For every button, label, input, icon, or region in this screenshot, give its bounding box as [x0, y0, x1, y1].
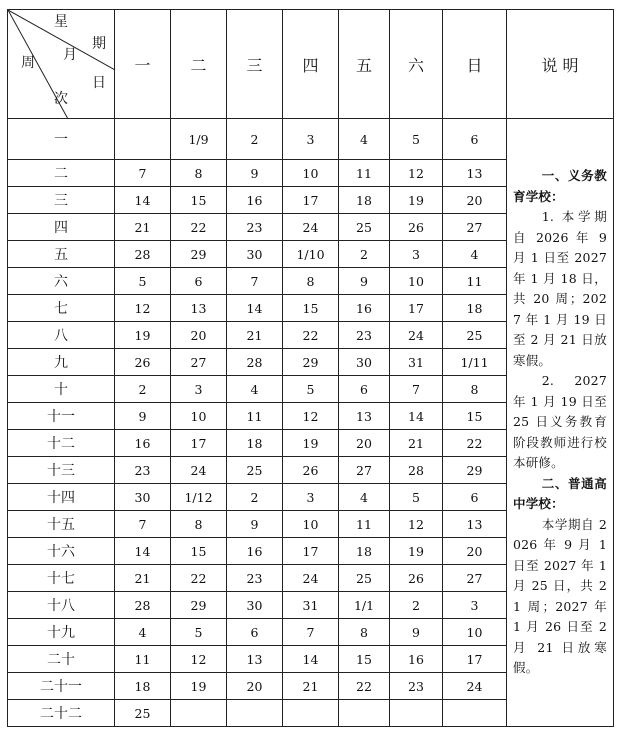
week-number-cell: 十七 — [8, 565, 115, 592]
day-cell — [443, 700, 507, 727]
day-cell: 12 — [390, 160, 443, 187]
day-cell: 5 — [115, 268, 171, 295]
week-number-cell: 八 — [8, 322, 115, 349]
day-cell: 21 — [227, 322, 283, 349]
day-cell: 27 — [443, 565, 507, 592]
day-cell: 26 — [390, 214, 443, 241]
week-number-cell: 十八 — [8, 592, 115, 619]
day-cell: 7 — [115, 160, 171, 187]
day-cell: 22 — [339, 673, 390, 700]
day-cell: 7 — [227, 268, 283, 295]
day-cell: 24 — [443, 673, 507, 700]
day-cell: 10 — [283, 160, 339, 187]
day-cell: 15 — [171, 538, 227, 565]
day-cell: 17 — [390, 295, 443, 322]
day-cell: 27 — [339, 457, 390, 484]
day-cell: 20 — [227, 673, 283, 700]
day-cell: 9 — [227, 511, 283, 538]
day-cell: 29 — [171, 241, 227, 268]
week-row — [8, 119, 614, 160]
week-number-cell: 二十 — [8, 646, 115, 673]
day-cell: 17 — [171, 430, 227, 457]
notes-highschool-text: 本学期自 2026 年 9 月 1 日至 2027 年 1 月 25 日，共 21 周；2027 年 1 月 26 日至 2 月 21 日放寒假。 — [513, 516, 607, 676]
corner-label-zhou: 周 — [21, 55, 35, 71]
day-cell: 21 — [115, 214, 171, 241]
notes-header: 说 明 — [507, 10, 614, 119]
day-cell: 19 — [115, 322, 171, 349]
day-cell: 11 — [339, 511, 390, 538]
day-cell: 22 — [171, 565, 227, 592]
day-cell: 2 — [227, 119, 283, 160]
day-cell: 19 — [171, 673, 227, 700]
day-cell — [171, 700, 227, 727]
day-cell: 1/1 — [339, 592, 390, 619]
day-cell: 13 — [227, 646, 283, 673]
day-cell: 3 — [283, 119, 339, 160]
week-number-cell: 一 — [8, 119, 115, 160]
day-cell: 13 — [443, 511, 507, 538]
day-cell: 1/9 — [171, 119, 227, 160]
calendar-body — [8, 119, 614, 727]
day-cell: 18 — [115, 673, 171, 700]
day-cell: 23 — [115, 457, 171, 484]
day-cell: 23 — [390, 673, 443, 700]
day-cell: 14 — [390, 403, 443, 430]
day-cell: 22 — [283, 322, 339, 349]
day-cell: 6 — [443, 484, 507, 511]
day-cell: 4 — [115, 619, 171, 646]
day-cell: 4 — [339, 119, 390, 160]
day-cell: 15 — [443, 403, 507, 430]
day-cell: 10 — [390, 268, 443, 295]
day-cell: 18 — [443, 295, 507, 322]
notes-cell — [507, 119, 614, 727]
day-cell: 8 — [443, 376, 507, 403]
day-cell: 11 — [227, 403, 283, 430]
day-cell: 24 — [390, 322, 443, 349]
day-cell — [227, 700, 283, 727]
day-cell: 9 — [227, 160, 283, 187]
day-cell: 16 — [339, 295, 390, 322]
day-cell: 22 — [171, 214, 227, 241]
day-cell: 4 — [443, 241, 507, 268]
day-cell: 21 — [283, 673, 339, 700]
day-cell: 24 — [283, 214, 339, 241]
day-cell: 13 — [171, 295, 227, 322]
weekday-header-fri: 五 — [339, 10, 390, 119]
day-cell: 7 — [390, 376, 443, 403]
corner-label-ri: 日 — [92, 75, 106, 91]
day-cell: 22 — [443, 430, 507, 457]
corner-label-qi: 期 — [92, 36, 106, 52]
day-cell: 4 — [339, 484, 390, 511]
day-cell: 5 — [390, 484, 443, 511]
day-cell: 16 — [227, 187, 283, 214]
day-cell: 3 — [283, 484, 339, 511]
week-number-cell: 六 — [8, 268, 115, 295]
day-cell: 10 — [283, 511, 339, 538]
day-cell: 20 — [339, 430, 390, 457]
day-cell: 26 — [283, 457, 339, 484]
corner-header-cell — [8, 10, 115, 119]
corner-label-yue: 月 — [63, 47, 77, 63]
day-cell: 9 — [390, 619, 443, 646]
day-cell: 18 — [339, 187, 390, 214]
week-number-cell: 二十二 — [8, 700, 115, 727]
day-cell: 7 — [115, 511, 171, 538]
day-cell: 23 — [227, 214, 283, 241]
week-number-cell: 三 — [8, 187, 115, 214]
day-cell: 25 — [339, 214, 390, 241]
day-cell: 25 — [339, 565, 390, 592]
notes-section-highschool: 二、普通高中学校： — [513, 475, 607, 512]
day-cell: 13 — [339, 403, 390, 430]
notes-item-1: 1. 本学期自 2026 年 9 月 1 日至 2027 年 1 月 18 日，共 20 周；2027 年 1 月 19 日至 2 月 21 日放寒假。 — [513, 209, 607, 368]
day-cell: 10 — [171, 403, 227, 430]
day-cell: 8 — [339, 619, 390, 646]
day-cell: 17 — [283, 187, 339, 214]
day-cell: 26 — [115, 349, 171, 376]
day-cell: 12 — [171, 646, 227, 673]
notes-item-2: 2. 2027 年 1 月 19 日至 25 日义务教育阶段教师进行校本研修。 — [513, 373, 607, 471]
week-number-cell: 十 — [8, 376, 115, 403]
day-cell: 21 — [390, 430, 443, 457]
day-cell: 2 — [115, 376, 171, 403]
day-cell: 5 — [390, 119, 443, 160]
day-cell: 18 — [227, 430, 283, 457]
day-cell: 14 — [115, 187, 171, 214]
day-cell — [390, 700, 443, 727]
day-cell: 6 — [171, 268, 227, 295]
day-cell: 25 — [227, 457, 283, 484]
day-cell: 3 — [390, 241, 443, 268]
day-cell: 28 — [115, 241, 171, 268]
day-cell: 12 — [283, 403, 339, 430]
day-cell: 14 — [283, 646, 339, 673]
week-number-cell: 十九 — [8, 619, 115, 646]
corner-label-xing: 星 — [54, 14, 68, 30]
day-cell: 30 — [339, 349, 390, 376]
school-calendar-table — [7, 9, 614, 727]
day-cell: 31 — [390, 349, 443, 376]
day-cell: 30 — [227, 592, 283, 619]
day-cell: 15 — [171, 187, 227, 214]
day-cell: 29 — [283, 349, 339, 376]
day-cell: 25 — [443, 322, 507, 349]
day-cell: 15 — [283, 295, 339, 322]
day-cell: 13 — [443, 160, 507, 187]
day-cell: 11 — [339, 160, 390, 187]
week-number-cell: 二十一 — [8, 673, 115, 700]
day-cell: 17 — [443, 646, 507, 673]
day-cell: 24 — [171, 457, 227, 484]
day-cell — [339, 700, 390, 727]
day-cell: 14 — [227, 295, 283, 322]
day-cell: 28 — [390, 457, 443, 484]
day-cell: 7 — [283, 619, 339, 646]
notes-section-compulsory: 一、义务教育学校： — [513, 168, 607, 204]
day-cell: 23 — [227, 565, 283, 592]
day-cell: 3 — [171, 376, 227, 403]
day-cell: 8 — [171, 511, 227, 538]
week-number-cell: 五 — [8, 241, 115, 268]
day-cell: 19 — [283, 430, 339, 457]
day-cell: 20 — [443, 187, 507, 214]
week-number-cell: 四 — [8, 214, 115, 241]
day-cell: 4 — [227, 376, 283, 403]
day-cell: 2 — [390, 592, 443, 619]
day-cell: 12 — [390, 511, 443, 538]
day-cell: 27 — [443, 214, 507, 241]
day-cell: 18 — [339, 538, 390, 565]
week-number-cell: 十二 — [8, 430, 115, 457]
weekday-header-thu: 四 — [283, 10, 339, 119]
day-cell: 2 — [339, 241, 390, 268]
day-cell: 5 — [171, 619, 227, 646]
day-cell: 30 — [227, 241, 283, 268]
week-number-cell: 十五 — [8, 511, 115, 538]
header-row — [8, 10, 614, 119]
day-cell: 1/10 — [283, 241, 339, 268]
day-cell: 28 — [115, 592, 171, 619]
day-cell — [115, 119, 171, 160]
day-cell: 11 — [443, 268, 507, 295]
weekday-header-sun: 日 — [443, 10, 507, 119]
day-cell: 10 — [443, 619, 507, 646]
week-number-cell: 十一 — [8, 403, 115, 430]
day-cell: 6 — [339, 376, 390, 403]
weekday-header-sat: 六 — [390, 10, 443, 119]
day-cell: 17 — [283, 538, 339, 565]
week-number-cell: 九 — [8, 349, 115, 376]
day-cell: 27 — [171, 349, 227, 376]
day-cell: 23 — [339, 322, 390, 349]
day-cell: 1/11 — [443, 349, 507, 376]
day-cell: 9 — [115, 403, 171, 430]
day-cell: 20 — [171, 322, 227, 349]
day-cell: 1/12 — [171, 484, 227, 511]
day-cell: 16 — [227, 538, 283, 565]
day-cell: 6 — [227, 619, 283, 646]
weekday-header-wed: 三 — [227, 10, 283, 119]
day-cell: 5 — [283, 376, 339, 403]
corner-label-ci: 次 — [54, 91, 68, 107]
day-cell: 14 — [115, 538, 171, 565]
day-cell: 29 — [443, 457, 507, 484]
day-cell: 8 — [283, 268, 339, 295]
day-cell: 28 — [227, 349, 283, 376]
weekday-header-mon: 一 — [115, 10, 171, 119]
day-cell: 24 — [283, 565, 339, 592]
day-cell: 15 — [339, 646, 390, 673]
day-cell: 29 — [171, 592, 227, 619]
day-cell: 16 — [390, 646, 443, 673]
day-cell: 16 — [115, 430, 171, 457]
day-cell: 2 — [227, 484, 283, 511]
week-number-cell: 十四 — [8, 484, 115, 511]
day-cell: 26 — [390, 565, 443, 592]
day-cell: 31 — [283, 592, 339, 619]
week-number-cell: 二 — [8, 160, 115, 187]
day-cell: 19 — [390, 187, 443, 214]
day-cell: 3 — [443, 592, 507, 619]
day-cell: 6 — [443, 119, 507, 160]
day-cell: 19 — [390, 538, 443, 565]
day-cell — [283, 700, 339, 727]
day-cell: 8 — [171, 160, 227, 187]
day-cell: 12 — [115, 295, 171, 322]
day-cell: 20 — [443, 538, 507, 565]
week-number-cell: 十六 — [8, 538, 115, 565]
week-number-cell: 十三 — [8, 457, 115, 484]
day-cell: 25 — [115, 700, 171, 727]
day-cell: 21 — [115, 565, 171, 592]
weekday-header-tue: 二 — [171, 10, 227, 119]
day-cell: 11 — [115, 646, 171, 673]
day-cell: 9 — [339, 268, 390, 295]
week-number-cell: 七 — [8, 295, 115, 322]
day-cell: 30 — [115, 484, 171, 511]
